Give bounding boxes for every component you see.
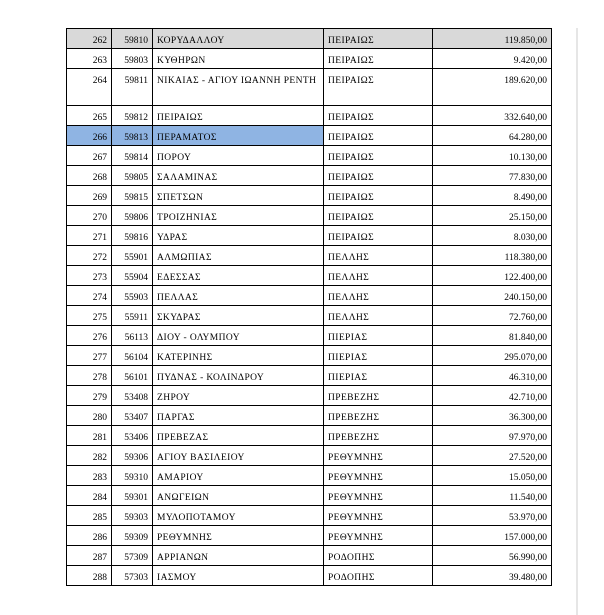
row-amount: 77.830,00: [433, 166, 552, 186]
table-row: [67, 69, 552, 106]
row-name: ΚΑΤΕΡΙΝΗΣ: [153, 346, 324, 366]
row-amount: 39.480,00: [433, 566, 552, 586]
row-number: 286: [67, 526, 112, 546]
table-row: [67, 326, 552, 346]
row-amount: 97.970,00: [433, 426, 552, 446]
row-name: ΑΓΙΟΥ ΒΑΣΙΛΕΙΟΥ: [153, 446, 324, 466]
row-region: ΠΡΕΒΕΖΗΣ: [324, 386, 433, 406]
row-code: 59301: [112, 486, 153, 506]
row-code: 55901: [112, 246, 153, 266]
table-row: [67, 226, 552, 246]
row-amount: 46.310,00: [433, 366, 552, 386]
row-amount: 36.300,00: [433, 406, 552, 426]
row-number: 265: [67, 106, 112, 126]
row-code: 55911: [112, 306, 153, 326]
row-region: ΡΕΘΥΜΝΗΣ: [324, 446, 433, 466]
row-code: 56101: [112, 366, 153, 386]
row-number: 276: [67, 326, 112, 346]
row-name: ΝΙΚΑΙΑΣ - ΑΓΙΟΥ ΙΩΑΝΝΗ ΡΕΝΤΗ: [153, 69, 324, 106]
row-region: ΠΕΙΡΑΙΩΣ: [324, 186, 433, 206]
row-region: ΠΕΙΡΑΙΩΣ: [324, 69, 433, 106]
row-name: ΔΙΟΥ - ΟΛΥΜΠΟΥ: [153, 326, 324, 346]
table-row: [67, 146, 552, 166]
table-row: [67, 346, 552, 366]
row-name: ΣΠΕΤΣΩΝ: [153, 186, 324, 206]
row-amount: 240.150,00: [433, 286, 552, 306]
row-code: 59815: [112, 186, 153, 206]
row-region: ΡΕΘΥΜΝΗΣ: [324, 466, 433, 486]
row-name: ΠΕΙΡΑΙΩΣ: [153, 106, 324, 126]
row-number: 270: [67, 206, 112, 226]
row-code: 55903: [112, 286, 153, 306]
row-number: 284: [67, 486, 112, 506]
row-amount: 8.030,00: [433, 226, 552, 246]
table-row: [67, 486, 552, 506]
row-name: ΜΥΛΟΠΟΤΑΜΟΥ: [153, 506, 324, 526]
row-amount: 332.640,00: [433, 106, 552, 126]
row-name: ΠΥΔΝΑΣ - ΚΟΛΙΝΔΡΟΥ: [153, 366, 324, 386]
row-code: 59310: [112, 466, 153, 486]
row-amount: 72.760,00: [433, 306, 552, 326]
row-number: 268: [67, 166, 112, 186]
row-region: ΠΙΕΡΙΑΣ: [324, 326, 433, 346]
row-number: 281: [67, 426, 112, 446]
row-name: ΠΟΡΟΥ: [153, 146, 324, 166]
row-region: ΠΙΕΡΙΑΣ: [324, 346, 433, 366]
row-region: ΠΕΙΡΑΙΩΣ: [324, 166, 433, 186]
municipality-table: [66, 28, 552, 586]
row-name: ΡΕΘΥΜΝΗΣ: [153, 526, 324, 546]
row-region: ΡΕΘΥΜΝΗΣ: [324, 526, 433, 546]
table-row: [67, 246, 552, 266]
table-row: [67, 446, 552, 466]
row-region: ΡΟΔΟΠΗΣ: [324, 566, 433, 586]
row-code: 57309: [112, 546, 153, 566]
row-amount: 118.380,00: [433, 246, 552, 266]
row-number[interactable]: 266: [67, 126, 112, 146]
row-amount: 9.420,00: [433, 49, 552, 69]
row-region: ΠΕΙΡΑΙΩΣ: [324, 49, 433, 69]
row-region: ΠΕΙΡΑΙΩΣ: [324, 226, 433, 246]
row-amount: 189.620,00: [433, 69, 552, 106]
table-row: [67, 526, 552, 546]
row-name: ΣΑΛΑΜΙΝΑΣ: [153, 166, 324, 186]
table-row: [67, 406, 552, 426]
row-region: ΠΕΙΡΑΙΩΣ: [324, 106, 433, 126]
row-amount: 42.710,00: [433, 386, 552, 406]
table-row: [67, 286, 552, 306]
row-name: ΠΡΕΒΕΖΑΣ: [153, 426, 324, 446]
row-region: ΠΕΛΛΗΣ: [324, 306, 433, 326]
row-name: ΑΜΑΡΙΟΥ: [153, 466, 324, 486]
row-region: ΠΕΙΡΑΙΩΣ: [324, 29, 433, 49]
row-region: ΠΡΕΒΕΖΗΣ: [324, 406, 433, 426]
table-row: [67, 29, 552, 49]
row-code[interactable]: 59813: [112, 126, 153, 146]
row-code: 55904: [112, 266, 153, 286]
row-name: ΥΔΡΑΣ: [153, 226, 324, 246]
row-name: ΚΥΘΗΡΩΝ: [153, 49, 324, 69]
row-amount: 295.070,00: [433, 346, 552, 366]
row-name: ΠΕΛΛΑΣ: [153, 286, 324, 306]
row-name: ΖΗΡΟΥ: [153, 386, 324, 406]
row-code: 59803: [112, 49, 153, 69]
row-region: ΠΙΕΡΙΑΣ: [324, 366, 433, 386]
row-code: 59812: [112, 106, 153, 126]
table-row: [67, 566, 552, 586]
row-code: 56113: [112, 326, 153, 346]
table-row: [67, 426, 552, 446]
row-name: ΤΡΟΙΖΗΝΙΑΣ: [153, 206, 324, 226]
row-region: ΠΕΙΡΑΙΩΣ: [324, 146, 433, 166]
row-number: 263: [67, 49, 112, 69]
row-number: 279: [67, 386, 112, 406]
row-name: ΠΑΡΓΑΣ: [153, 406, 324, 426]
row-code: 59811: [112, 69, 153, 106]
row-region: ΠΕΙΡΑΙΩΣ: [324, 206, 433, 226]
row-code: 59810: [112, 29, 153, 49]
row-number: 271: [67, 226, 112, 246]
table-row: [67, 49, 552, 69]
row-region: ΠΕΙΡΑΙΩΣ: [324, 126, 433, 146]
row-amount: 25.150,00: [433, 206, 552, 226]
row-region: ΠΕΛΛΗΣ: [324, 286, 433, 306]
table-row: [67, 366, 552, 386]
row-code: 53408: [112, 386, 153, 406]
row-number: 267: [67, 146, 112, 166]
row-name: ΑΡΡΙΑΝΩΝ: [153, 546, 324, 566]
row-name: ΙΑΣΜΟΥ: [153, 566, 324, 586]
row-name: ΣΚΥΔΡΑΣ: [153, 306, 324, 326]
row-code: 59805: [112, 166, 153, 186]
row-amount: 56.990,00: [433, 546, 552, 566]
row-code: 56104: [112, 346, 153, 366]
row-number: 275: [67, 306, 112, 326]
row-amount: 10.130,00: [433, 146, 552, 166]
row-name: ΚΟΡΥΔΑΛΛΟΥ: [153, 29, 324, 49]
row-number: 285: [67, 506, 112, 526]
row-region: ΡΟΔΟΠΗΣ: [324, 546, 433, 566]
row-number: 283: [67, 466, 112, 486]
table-row: [67, 166, 552, 186]
row-number: 277: [67, 346, 112, 366]
row-amount: 11.540,00: [433, 486, 552, 506]
row-number: 282: [67, 446, 112, 466]
row-number: 273: [67, 266, 112, 286]
row-name: ΕΔΕΣΣΑΣ: [153, 266, 324, 286]
row-name: ΑΝΩΓΕΙΩΝ: [153, 486, 324, 506]
row-number: 280: [67, 406, 112, 426]
row-amount: 53.970,00: [433, 506, 552, 526]
row-code: 53406: [112, 426, 153, 446]
table-row: [67, 466, 552, 486]
row-amount: 81.840,00: [433, 326, 552, 346]
row-amount: 122.400,00: [433, 266, 552, 286]
row-number: 287: [67, 546, 112, 566]
row-number: 269: [67, 186, 112, 206]
row-amount: 15.050,00: [433, 466, 552, 486]
row-number: 274: [67, 286, 112, 306]
row-code: 59816: [112, 226, 153, 246]
row-number: 272: [67, 246, 112, 266]
row-code: 57303: [112, 566, 153, 586]
row-code: 59306: [112, 446, 153, 466]
row-number: 262: [67, 29, 112, 49]
row-amount: 27.520,00: [433, 446, 552, 466]
row-region: ΠΡΕΒΕΖΗΣ: [324, 426, 433, 446]
row-number: 264: [67, 69, 112, 106]
row-region: ΠΕΛΛΗΣ: [324, 266, 433, 286]
row-code: 53407: [112, 406, 153, 426]
row-amount: 64.280,00: [433, 126, 552, 146]
row-code: 59814: [112, 146, 153, 166]
row-amount: 119.850,00: [433, 29, 552, 49]
row-amount: 157.000,00: [433, 526, 552, 546]
row-code: 59303: [112, 506, 153, 526]
row-number: 278: [67, 366, 112, 386]
row-region: ΡΕΘΥΜΝΗΣ: [324, 506, 433, 526]
table-row: [67, 186, 552, 206]
page-edge-bar: [576, 28, 578, 615]
row-code: 59806: [112, 206, 153, 226]
table-row: [67, 106, 552, 126]
row-name: ΑΛΜΩΠΙΑΣ: [153, 246, 324, 266]
row-name[interactable]: ΠΕΡΑΜΑΤΟΣ: [153, 126, 324, 146]
table-row: [67, 506, 552, 526]
table-row: [67, 206, 552, 226]
row-number: 288: [67, 566, 112, 586]
table-row: [67, 386, 552, 406]
row-amount: 8.490,00: [433, 186, 552, 206]
row-region: ΠΕΛΛΗΣ: [324, 246, 433, 266]
row-code: 59309: [112, 526, 153, 546]
table-row: [67, 306, 552, 326]
row-region: ΡΕΘΥΜΝΗΣ: [324, 486, 433, 506]
table-body: [67, 29, 552, 586]
table-row-selected: [67, 126, 552, 146]
table-row: [67, 546, 552, 566]
table-row: [67, 266, 552, 286]
